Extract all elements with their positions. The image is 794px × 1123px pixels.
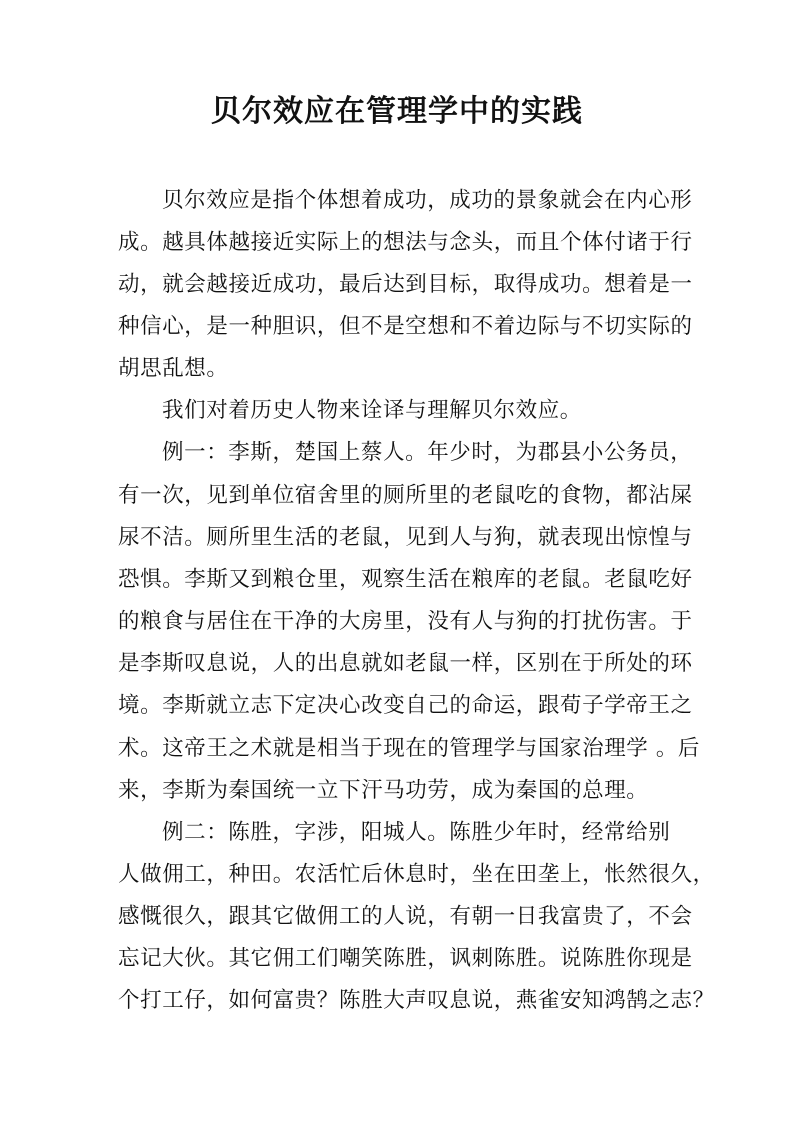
paragraph-1-line-5: 胡思乱想。 (118, 356, 229, 381)
paragraph-4-line-3: 感慨很久，跟其它做佣工的人说，有朝一日我富贵了，不会 (118, 904, 693, 929)
paragraph-3-line-7: 境。李斯就立志下定决心改变自己的命运，跟荀子学帝王之 (118, 693, 693, 718)
paragraph-3-line-4: 恐惧。李斯又到粮仓里，观察生活在粮库的老鼠。老鼠吃好 (118, 567, 693, 592)
paragraph-3-line-2: 有一次，见到单位宿舍里的厕所里的老鼠吃的食物，都沾屎 (118, 483, 693, 508)
paragraph-1-line-1: 贝尔效应是指个体想着成功，成功的景象就会在内心形 (162, 188, 693, 213)
paragraph-2-line-1: 我们对着历史人物来诠译与理解贝尔效应。 (162, 398, 582, 423)
document-title: 贝尔效应在管理学中的实践 (211, 94, 583, 129)
paragraph-4-line-4: 忘记大伙。其它佣工们嘲笑陈胜，讽刺陈胜。说陈胜你现是 (118, 946, 693, 971)
paragraph-3-line-6: 是李斯叹息说，人的出息就如老鼠一样，区别在于所处的环 (118, 651, 693, 676)
paragraph-4-line-2: 人做佣工，种田。农活忙后休息时，坐在田垄上，怅然很久， (118, 862, 715, 887)
paragraph-3-line-5: 的粮食与居住在干净的大房里，没有人与狗的打扰伤害。于 (118, 609, 693, 634)
paragraph-1-line-2: 成。越具体越接近实际上的想法与念头，而且个体付诸于行 (118, 230, 693, 255)
paragraph-3-line-1: 例一：李斯，楚国上蔡人。年少时，为郡县小公务员， (162, 440, 693, 465)
paragraph-3-line-3: 尿不洁。厕所里生活的老鼠，见到人与狗，就表现出惊惶与 (118, 525, 693, 550)
paragraph-3-line-9: 来，李斯为秦国统一立下汗马功劳，成为秦国的总理。 (118, 778, 649, 803)
paragraph-1-line-4: 种信心，是一种胆识，但不是空想和不着边际与不切实际的 (118, 314, 693, 339)
paragraph-4-line-1: 例二：陈胜，字涉，阳城人。陈胜少年时，经常给别 (162, 820, 671, 845)
paragraph-1-line-3: 动，就会越接近成功，最后达到目标，取得成功。想着是一 (118, 272, 693, 297)
paragraph-4-line-5: 个打工仔，如何富贵？陈胜大声叹息说，燕雀安知鸿鹄之志？ (118, 988, 715, 1013)
paragraph-3-line-8: 术。这帝王之术就是相当于现在的管理学与国家治理学 。后 (118, 736, 701, 761)
